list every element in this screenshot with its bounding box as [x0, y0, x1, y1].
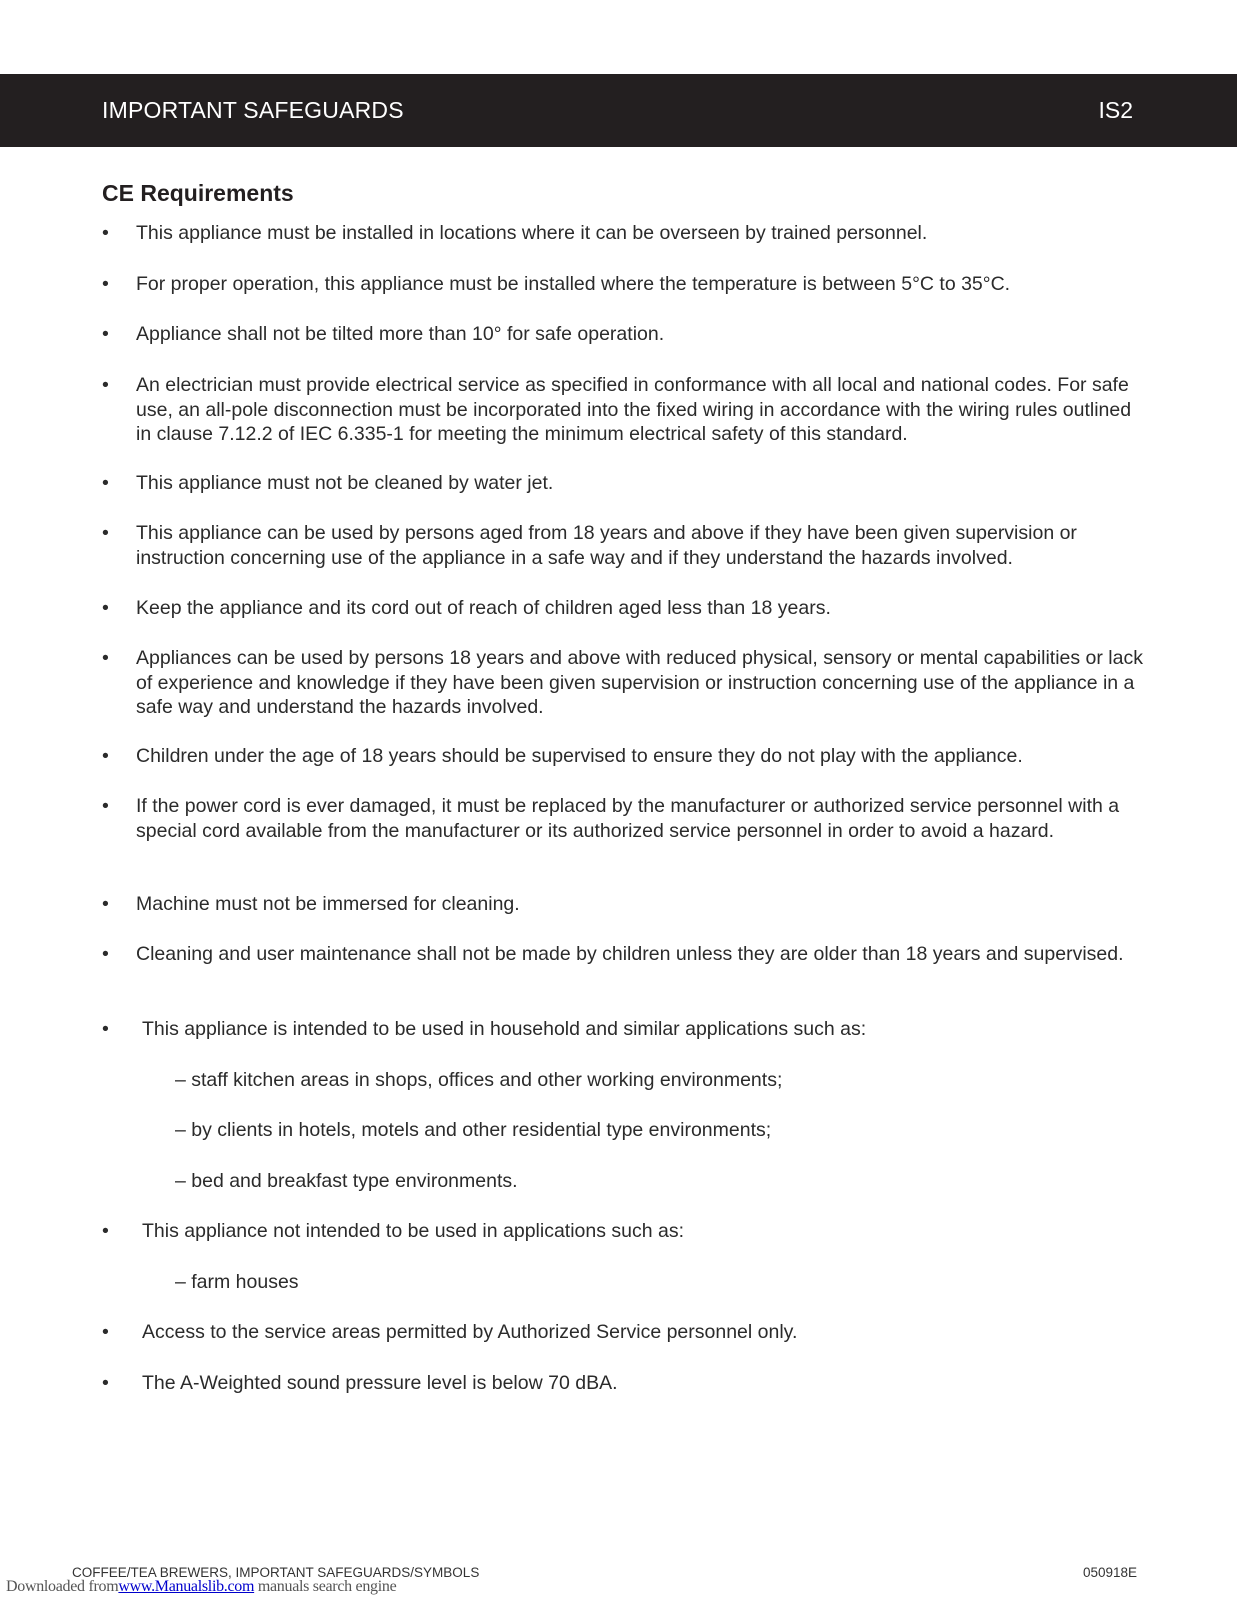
list-item-text: An electrician must provide electrical service as specified in conformance with all local and national codes. For safe use, an all-pole disconnection must be incorporated into the fixed wiring in accordance with the wiring rules outlined in clause 7.12.2 of IEC 6.335-1 for meeting the minimum electrical safety of this standard.: [136, 374, 1132, 445]
bullet-icon: •: [102, 1321, 109, 1343]
bullet-icon: •: [102, 323, 109, 345]
list-item-text: This appliance must not be cleaned by water jet.: [136, 472, 554, 494]
list-item-text: Machine must not be immersed for cleaning.: [136, 893, 520, 915]
bullet-icon: •: [102, 745, 109, 767]
bullet-icon: •: [102, 943, 109, 965]
bullet-icon: •: [102, 1220, 109, 1242]
list-item-text: Keep the appliance and its cord out of reach of children aged less than 18 years.: [136, 597, 831, 619]
bullet-icon: •: [102, 795, 109, 817]
footer-document-title: COFFEE/TEA BREWERS, IMPORTANT SAFEGUARDS/SYMBOLS: [72, 1565, 480, 1580]
section-title: CE Requirements: [102, 180, 294, 206]
sub-list-item: – farm houses: [175, 1271, 299, 1293]
list-item-text: Cleaning and user maintenance shall not be made by children unless they are older than 18 years and supervised.: [136, 943, 1124, 965]
bullet-icon: •: [102, 1372, 109, 1394]
list-item-text: Appliances can be used by persons 18 years and above with reduced physical, sensory or mental capabilities or lack of experience and knowledge if they have been given supervision or instruction concerning use of the appliance in a safe way and understand the hazards involved.: [136, 647, 1143, 718]
download-watermark: [6, 1578, 396, 1596]
page-header-title: IMPORTANT SAFEGUARDS: [102, 97, 404, 123]
list-item-text: The A-Weighted sound pressure level is below 70 dBA.: [142, 1372, 618, 1394]
bullet-icon: •: [102, 374, 109, 396]
list-item-text: This appliance not intended to be used in applications such as:: [142, 1220, 685, 1242]
footer-document-code: 050918E: [1082, 1565, 1137, 1580]
bullet-icon: •: [102, 222, 109, 244]
bullet-icon: •: [102, 472, 109, 494]
sub-list-item: – staff kitchen areas in shops, offices and other working environments;: [175, 1069, 783, 1091]
bullet-icon: •: [102, 1018, 109, 1040]
page-code: IS2: [1098, 97, 1133, 123]
list-item-text: Appliance shall not be tilted more than 10° for safe operation.: [136, 323, 665, 345]
watermark-link[interactable]: www.Manualslib.com: [118, 1578, 255, 1595]
bullet-icon: •: [102, 597, 109, 619]
bullet-icon: •: [102, 273, 109, 295]
list-item-text: Access to the service areas permitted by Authorized Service personnel only.: [142, 1321, 798, 1343]
list-item-text: This appliance can be used by persons aged from 18 years and above if they have been given supervision or instruction concerning use of the appliance in a safe way and if they understand the hazards involved.: [136, 522, 1077, 569]
bullet-icon: •: [102, 522, 109, 544]
list-item-text: This appliance must be installed in locations where it can be overseen by trained personnel.: [136, 222, 928, 244]
list-item-text: For proper operation, this appliance must be installed where the temperature is between 5°C to 35°C.: [136, 273, 1011, 295]
bullet-icon: •: [102, 647, 109, 669]
sub-list-item: – by clients in hotels, motels and other residential type environments;: [175, 1119, 772, 1141]
list-item-text: This appliance is intended to be used in household and similar applications such as:: [142, 1018, 867, 1040]
watermark-prefix: Downloaded from: [6, 1578, 119, 1595]
sub-list-item: – bed and breakfast type environments.: [175, 1170, 518, 1192]
list-item-text: If the power cord is ever damaged, it must be replaced by the manufacturer or authorized service personnel with a special cord available from the manufacturer or its authorized service personnel in order to avoid a hazard.: [136, 795, 1120, 842]
watermark-suffix: manuals search engine: [254, 1578, 397, 1595]
bullet-icon: •: [102, 893, 109, 915]
list-item-text: Children under the age of 18 years should be supervised to ensure they do not play with the appliance.: [136, 745, 1023, 767]
